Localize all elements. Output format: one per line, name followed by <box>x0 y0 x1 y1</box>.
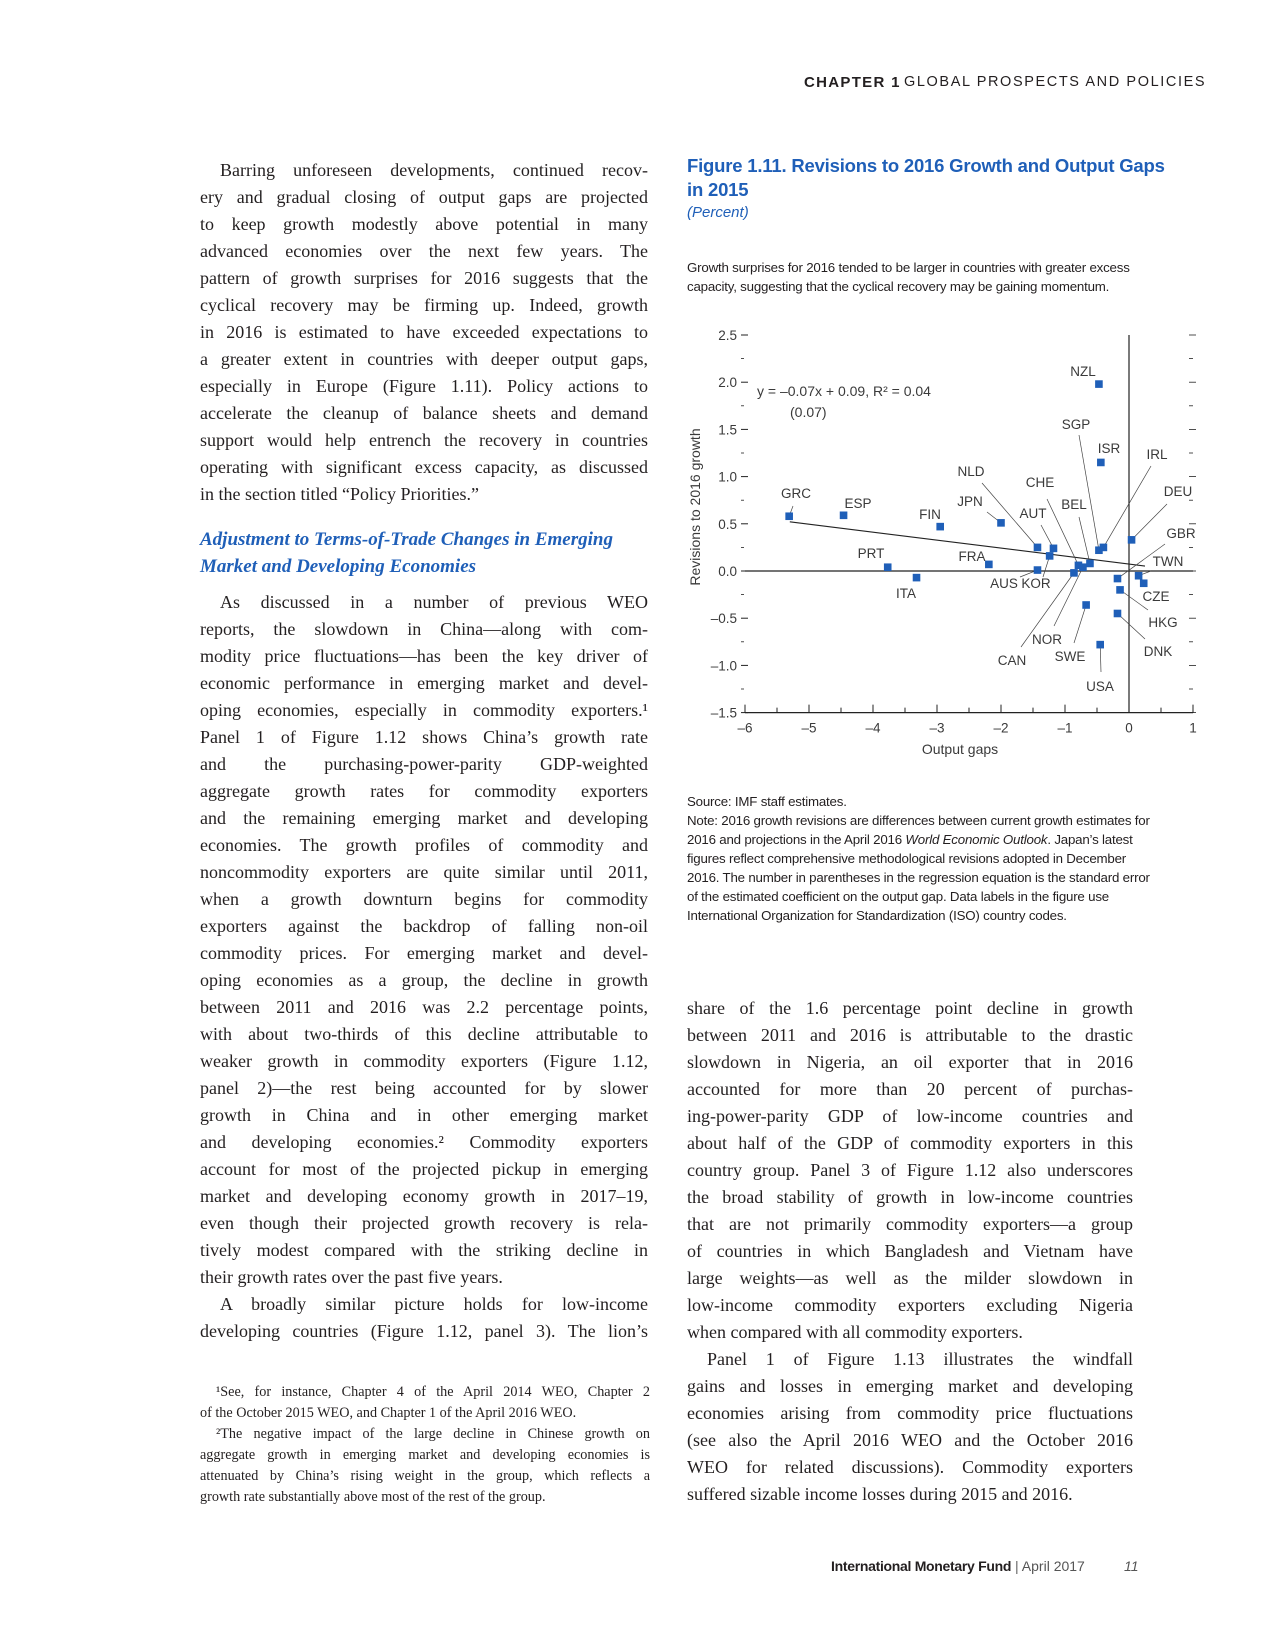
text-line: that are not primarily commodity exporters—a group <box>687 1214 1133 1234</box>
publication-title: World Economic Outlook <box>905 832 1048 847</box>
data-point-swe <box>1082 601 1090 609</box>
right-column <box>687 995 1133 1508</box>
x-tick-label: –6 <box>737 720 753 736</box>
footer <box>831 1558 1085 1574</box>
text-line: between 2011 and 2016 was 2.2 percentage points, <box>200 997 648 1017</box>
body-paragraph <box>200 1291 648 1345</box>
text-line: low-income commodity exporters excluding Nigeria <box>687 1295 1133 1315</box>
leader-line <box>1074 605 1086 643</box>
footnote-1 <box>200 1382 650 1424</box>
text-line: Panel 1 of Figure 1.13 illustrates the windfall <box>707 1349 1133 1369</box>
caption-line: capacity, suggesting that the cyclical recovery may be gaining momentum. <box>687 279 1110 294</box>
data-point-deu <box>1128 536 1136 544</box>
text-line: large weights—as well as the milder slowdown in <box>687 1268 1133 1288</box>
text-line: market and developing economy growth in 2017–19, <box>200 1186 648 1206</box>
point-label-twn: TWN <box>1152 554 1184 569</box>
data-point-jpn <box>997 519 1005 527</box>
text-line: when compared with all commodity exporters. <box>687 1322 1023 1342</box>
data-point-nzl <box>1095 380 1103 388</box>
figure-notes <box>687 792 1150 925</box>
y-tick-label: –0.5 <box>710 611 737 627</box>
point-label-can: CAN <box>997 653 1027 668</box>
text-line: suffered sizable income losses during 2015 and 2016. <box>687 1484 1073 1504</box>
text-line: noncommodity exporters are quite similar until 2011, <box>200 862 648 882</box>
regression-std-error: (0.07) <box>790 404 827 420</box>
text-line: especially in Europe (Figure 1.11). Policy actions to <box>200 376 648 396</box>
text-line: economic performance in emerging market and devel- <box>200 673 648 693</box>
data-point-kor <box>1046 552 1054 560</box>
chapter-title: GLOBAL PROSPECTS AND POLICIES <box>904 74 1207 90</box>
text-line: aggregate growth in emerging market and developing economies is <box>200 1447 650 1463</box>
scatter-chart <box>680 300 1240 770</box>
point-label-dnk: DNK <box>1143 644 1173 659</box>
text-line: exporters against the backdrop of falling non-oil <box>200 916 648 936</box>
point-label-prt: PRT <box>857 546 885 561</box>
text-line: attenuated by China’s rising weight in the group, which reflects a <box>200 1468 650 1484</box>
text-line: support would help entrench the recovery in countries <box>200 430 648 450</box>
leader-line <box>1079 435 1099 550</box>
point-label-isr: ISR <box>1097 441 1121 456</box>
text-line: aggregate growth rates for commodity exporters <box>200 781 648 801</box>
x-tick-label: –3 <box>929 720 945 736</box>
body-paragraph <box>687 1346 1133 1508</box>
text-line: weaker growth in commodity exporters (Figure 1.12, <box>200 1051 648 1071</box>
text-line: reports, the slowdown in China—along with com- <box>200 619 648 639</box>
y-tick-label: 2.5 <box>718 328 737 343</box>
point-label-jpn: JPN <box>957 494 983 509</box>
point-label-usa: USA <box>1086 679 1114 694</box>
point-label-irl: IRL <box>1146 447 1168 462</box>
text-line: of countries in which Bangladesh and Vietnam have <box>687 1241 1133 1261</box>
figure-source: Source: IMF staff estimates. <box>687 794 847 809</box>
point-label-cze: CZE <box>1142 589 1170 604</box>
text-line: in the section titled “Policy Priorities.” <box>200 484 479 504</box>
text-line: modity price fluctuations—has been the key driver of <box>200 646 648 666</box>
y-tick-label: –1.0 <box>710 658 737 674</box>
text-line: advanced economies over the next few years. The <box>200 241 648 261</box>
text-line: ¹See, for instance, Chapter 4 of the April 2014 WEO, Chapter 2 <box>216 1384 650 1400</box>
text-line: their growth rates over the past five years. <box>200 1267 503 1287</box>
data-point-grc <box>785 512 793 520</box>
section-heading-line: Adjustment to Terms-of-Trade Changes in Emerging <box>200 529 613 550</box>
text-line: oping economies, especially in commodity exporters.¹ <box>200 700 648 720</box>
point-label-bel: BEL <box>1061 497 1087 512</box>
y-tick-label: –1.5 <box>710 705 737 721</box>
point-label-che: CHE <box>1025 475 1055 490</box>
data-point-aut <box>1050 545 1058 553</box>
text-line: ery and gradual closing of output gaps are projected <box>200 187 648 207</box>
figure-subtitle: (Percent) <box>687 204 749 221</box>
text-line: WEO for related discussions). Commodity exporters <box>687 1457 1133 1477</box>
footer-publisher: International Monetary Fund <box>831 1558 1012 1574</box>
x-tick-label: 1 <box>1189 720 1197 736</box>
text-line: gains and losses in emerging market and developing <box>687 1376 1133 1396</box>
note-line: 2016. The number in parentheses in the regression equation is the standard error <box>687 870 1150 885</box>
point-label-fin: FIN <box>919 507 941 522</box>
data-point-isr <box>1097 459 1105 467</box>
data-point-esp <box>840 512 848 520</box>
text-line: ing-power-parity GDP of low-income countries and <box>687 1106 1133 1126</box>
text-line: about half of the GDP of commodity exporters in this <box>687 1133 1133 1153</box>
text-line: in 2016 is estimated to have exceeded expectations to <box>200 322 648 342</box>
figure-caption <box>687 258 1130 296</box>
y-tick-label: 0.5 <box>718 516 737 532</box>
point-label-swe: SWE <box>1054 649 1086 664</box>
note-line: International Organization for Standardization (ISO) country codes. <box>687 908 1067 923</box>
x-tick-label: –4 <box>865 720 881 736</box>
leader-line <box>1100 645 1101 672</box>
data-point-fra <box>985 561 993 569</box>
footnote-2 <box>200 1424 650 1508</box>
section-heading <box>200 526 648 580</box>
page-number: 11 <box>1124 1558 1139 1574</box>
text-line: commodity prices. For emerging market and devel- <box>200 943 648 963</box>
footer-separator: | <box>1011 1558 1022 1574</box>
leader-line <box>1054 567 1083 626</box>
body-paragraph <box>200 157 648 508</box>
text-line: to keep growth modestly above potential in many <box>200 214 648 234</box>
point-label-kor: KOR <box>1021 576 1051 591</box>
y-tick-label: 0.0 <box>718 564 737 579</box>
data-point-ita <box>913 574 921 582</box>
text-line: developing countries (Figure 1.12, panel 3). The lion’s <box>200 1321 648 1341</box>
y-tick-label: 1.5 <box>718 422 737 438</box>
data-point-twn <box>1135 572 1143 580</box>
data-point-hkg <box>1116 586 1124 594</box>
y-tick-label: 1.0 <box>718 469 737 485</box>
data-point-fin <box>936 523 944 531</box>
x-tick-label: 0 <box>1125 720 1133 736</box>
data-point-irl <box>1100 544 1108 552</box>
chapter-label: CHAPTER 1 <box>804 74 901 91</box>
text-line: cyclical recovery may be firming up. Indeed, growth <box>200 295 648 315</box>
data-point-bel <box>1086 560 1094 568</box>
data-point-aus <box>1034 566 1042 574</box>
leader-line <box>1132 504 1167 540</box>
note-line: figures reflect comprehensive methodological revisions adopted in December <box>687 851 1127 866</box>
text-line: As discussed in a number of previous WEO <box>220 592 648 612</box>
point-label-nzl: NZL <box>1070 364 1096 379</box>
text-line: share of the 1.6 percentage point decline in growth <box>687 998 1133 1018</box>
leader-line <box>1117 613 1145 639</box>
text-line: when a growth downturn begins for commodity <box>200 889 648 909</box>
caption-line: Growth surprises for 2016 tended to be larger in countries with greater excess <box>687 260 1130 275</box>
section-heading-line: Market and Developing Economies <box>200 556 477 577</box>
x-axis-label: Output gaps <box>921 741 999 757</box>
text-line: slowdown in Nigeria, an oil exporter that in 2016 <box>687 1052 1133 1072</box>
footnotes <box>200 1382 650 1508</box>
text-line: accounted for more than 20 percent of purchas- <box>687 1079 1133 1099</box>
left-column <box>200 157 648 508</box>
point-label-ita: ITA <box>896 586 916 601</box>
text-line: country group. Panel 3 of Figure 1.12 also underscores <box>687 1160 1133 1180</box>
text-line: tively modest compared with the striking decline in <box>200 1240 648 1260</box>
point-label-deu: DEU <box>1163 484 1193 499</box>
note-line <box>687 830 1150 849</box>
figure-title-line: in 2015 <box>687 179 749 200</box>
text-line: growth rate substantially above most of the rest of the group. <box>200 1489 546 1505</box>
text-line: economies arising from commodity price fluctuations <box>687 1403 1133 1423</box>
point-label-fra: FRA <box>958 549 986 564</box>
note-text: 2016 and projections in the April 2016 World Economic Outlook. Japan’s latest <box>687 832 1133 847</box>
data-point-nld <box>1034 544 1042 552</box>
point-label-nld: NLD <box>957 464 985 479</box>
text-line: Panel 1 of Figure 1.12 shows China’s growth rate <box>200 727 648 747</box>
y-tick-label: 2.0 <box>718 375 737 391</box>
body-paragraph <box>687 995 1133 1346</box>
data-point-prt <box>884 563 892 571</box>
point-label-sgp: SGP <box>1061 417 1091 432</box>
text-line: with about two-thirds of this decline attributable to <box>200 1024 648 1044</box>
text-line: panel 2)—the rest being accounted for by slower <box>200 1078 648 1098</box>
data-point-cze <box>1140 579 1148 587</box>
footer-date: April 2017 <box>1021 1558 1085 1574</box>
x-tick-label: –2 <box>993 720 1009 736</box>
text-line: growth in China and in other emerging market <box>200 1105 648 1125</box>
leader-line <box>1103 466 1151 547</box>
text-line: accelerate the cleanup of balance sheets and demand <box>200 403 648 423</box>
x-tick-label: –1 <box>1057 720 1073 736</box>
text-line: a greater extent in countries with deeper output gaps, <box>200 349 648 369</box>
point-label-aus: AUS <box>990 576 1018 591</box>
point-label-nor: NOR <box>1032 632 1062 647</box>
leader-line <box>1079 517 1090 563</box>
figure-title-line: Figure 1.11. Revisions to 2016 Growth and Output Gaps <box>687 155 1165 176</box>
point-label-gbr: GBR <box>1166 526 1196 541</box>
text-line: even though their projected growth recovery is rela- <box>200 1213 648 1233</box>
point-label-aut: AUT <box>1019 506 1047 521</box>
text-line: and developing economies.² Commodity exporters <box>200 1132 648 1152</box>
text-line: and the purchasing-power-parity GDP-weighted <box>200 754 648 774</box>
data-point-dnk <box>1114 610 1122 618</box>
point-label-hkg: HKG <box>1148 615 1178 630</box>
text-line: the broad stability of growth in low-income countries <box>687 1187 1133 1207</box>
point-label-esp: ESP <box>844 496 872 511</box>
text-line: ²The negative impact of the large decline in Chinese growth on <box>216 1426 650 1442</box>
text-line: and the remaining emerging market and developing <box>200 808 648 828</box>
text-line: A broadly similar picture holds for low-income <box>220 1294 648 1314</box>
note-line: of the estimated coefficient on the output gap. Data labels in the figure use <box>687 889 1109 904</box>
point-label-grc: GRC <box>781 486 811 501</box>
text-line: Barring unforeseen developments, continued recov- <box>220 160 648 180</box>
data-point-gbr <box>1114 575 1122 583</box>
y-axis-label: Revisions to 2016 growth <box>687 428 703 586</box>
text-line: operating with significant excess capacity, as discussed <box>200 457 648 477</box>
regression-equation: y = –0.07x + 0.09, R² = 0.04 <box>757 383 931 399</box>
text-line: between 2011 and 2016 is attributable to the drastic <box>687 1025 1133 1045</box>
text-line: (see also the April 2016 WEO and the October 2016 <box>687 1430 1133 1450</box>
text-line: oping economies as a group, the decline in growth <box>200 970 648 990</box>
text-line: economies. The growth profiles of commodity and <box>200 835 648 855</box>
left-column-continued <box>200 589 648 1345</box>
body-paragraph <box>200 589 648 1291</box>
note-line: Note: 2016 growth revisions are differences between current growth estimates for <box>687 813 1150 828</box>
data-point-can <box>1070 569 1078 577</box>
text-line: of the October 2015 WEO, and Chapter 1 of the April 2016 WEO. <box>200 1405 577 1421</box>
x-tick-label: –5 <box>801 720 817 736</box>
figure-title <box>687 154 1165 202</box>
data-point-nor <box>1079 563 1087 571</box>
text-line: account for most of the projected pickup in emerging <box>200 1159 648 1179</box>
data-point-usa <box>1096 641 1104 649</box>
text-line: pattern of growth surprises for 2016 suggests that the <box>200 268 648 288</box>
